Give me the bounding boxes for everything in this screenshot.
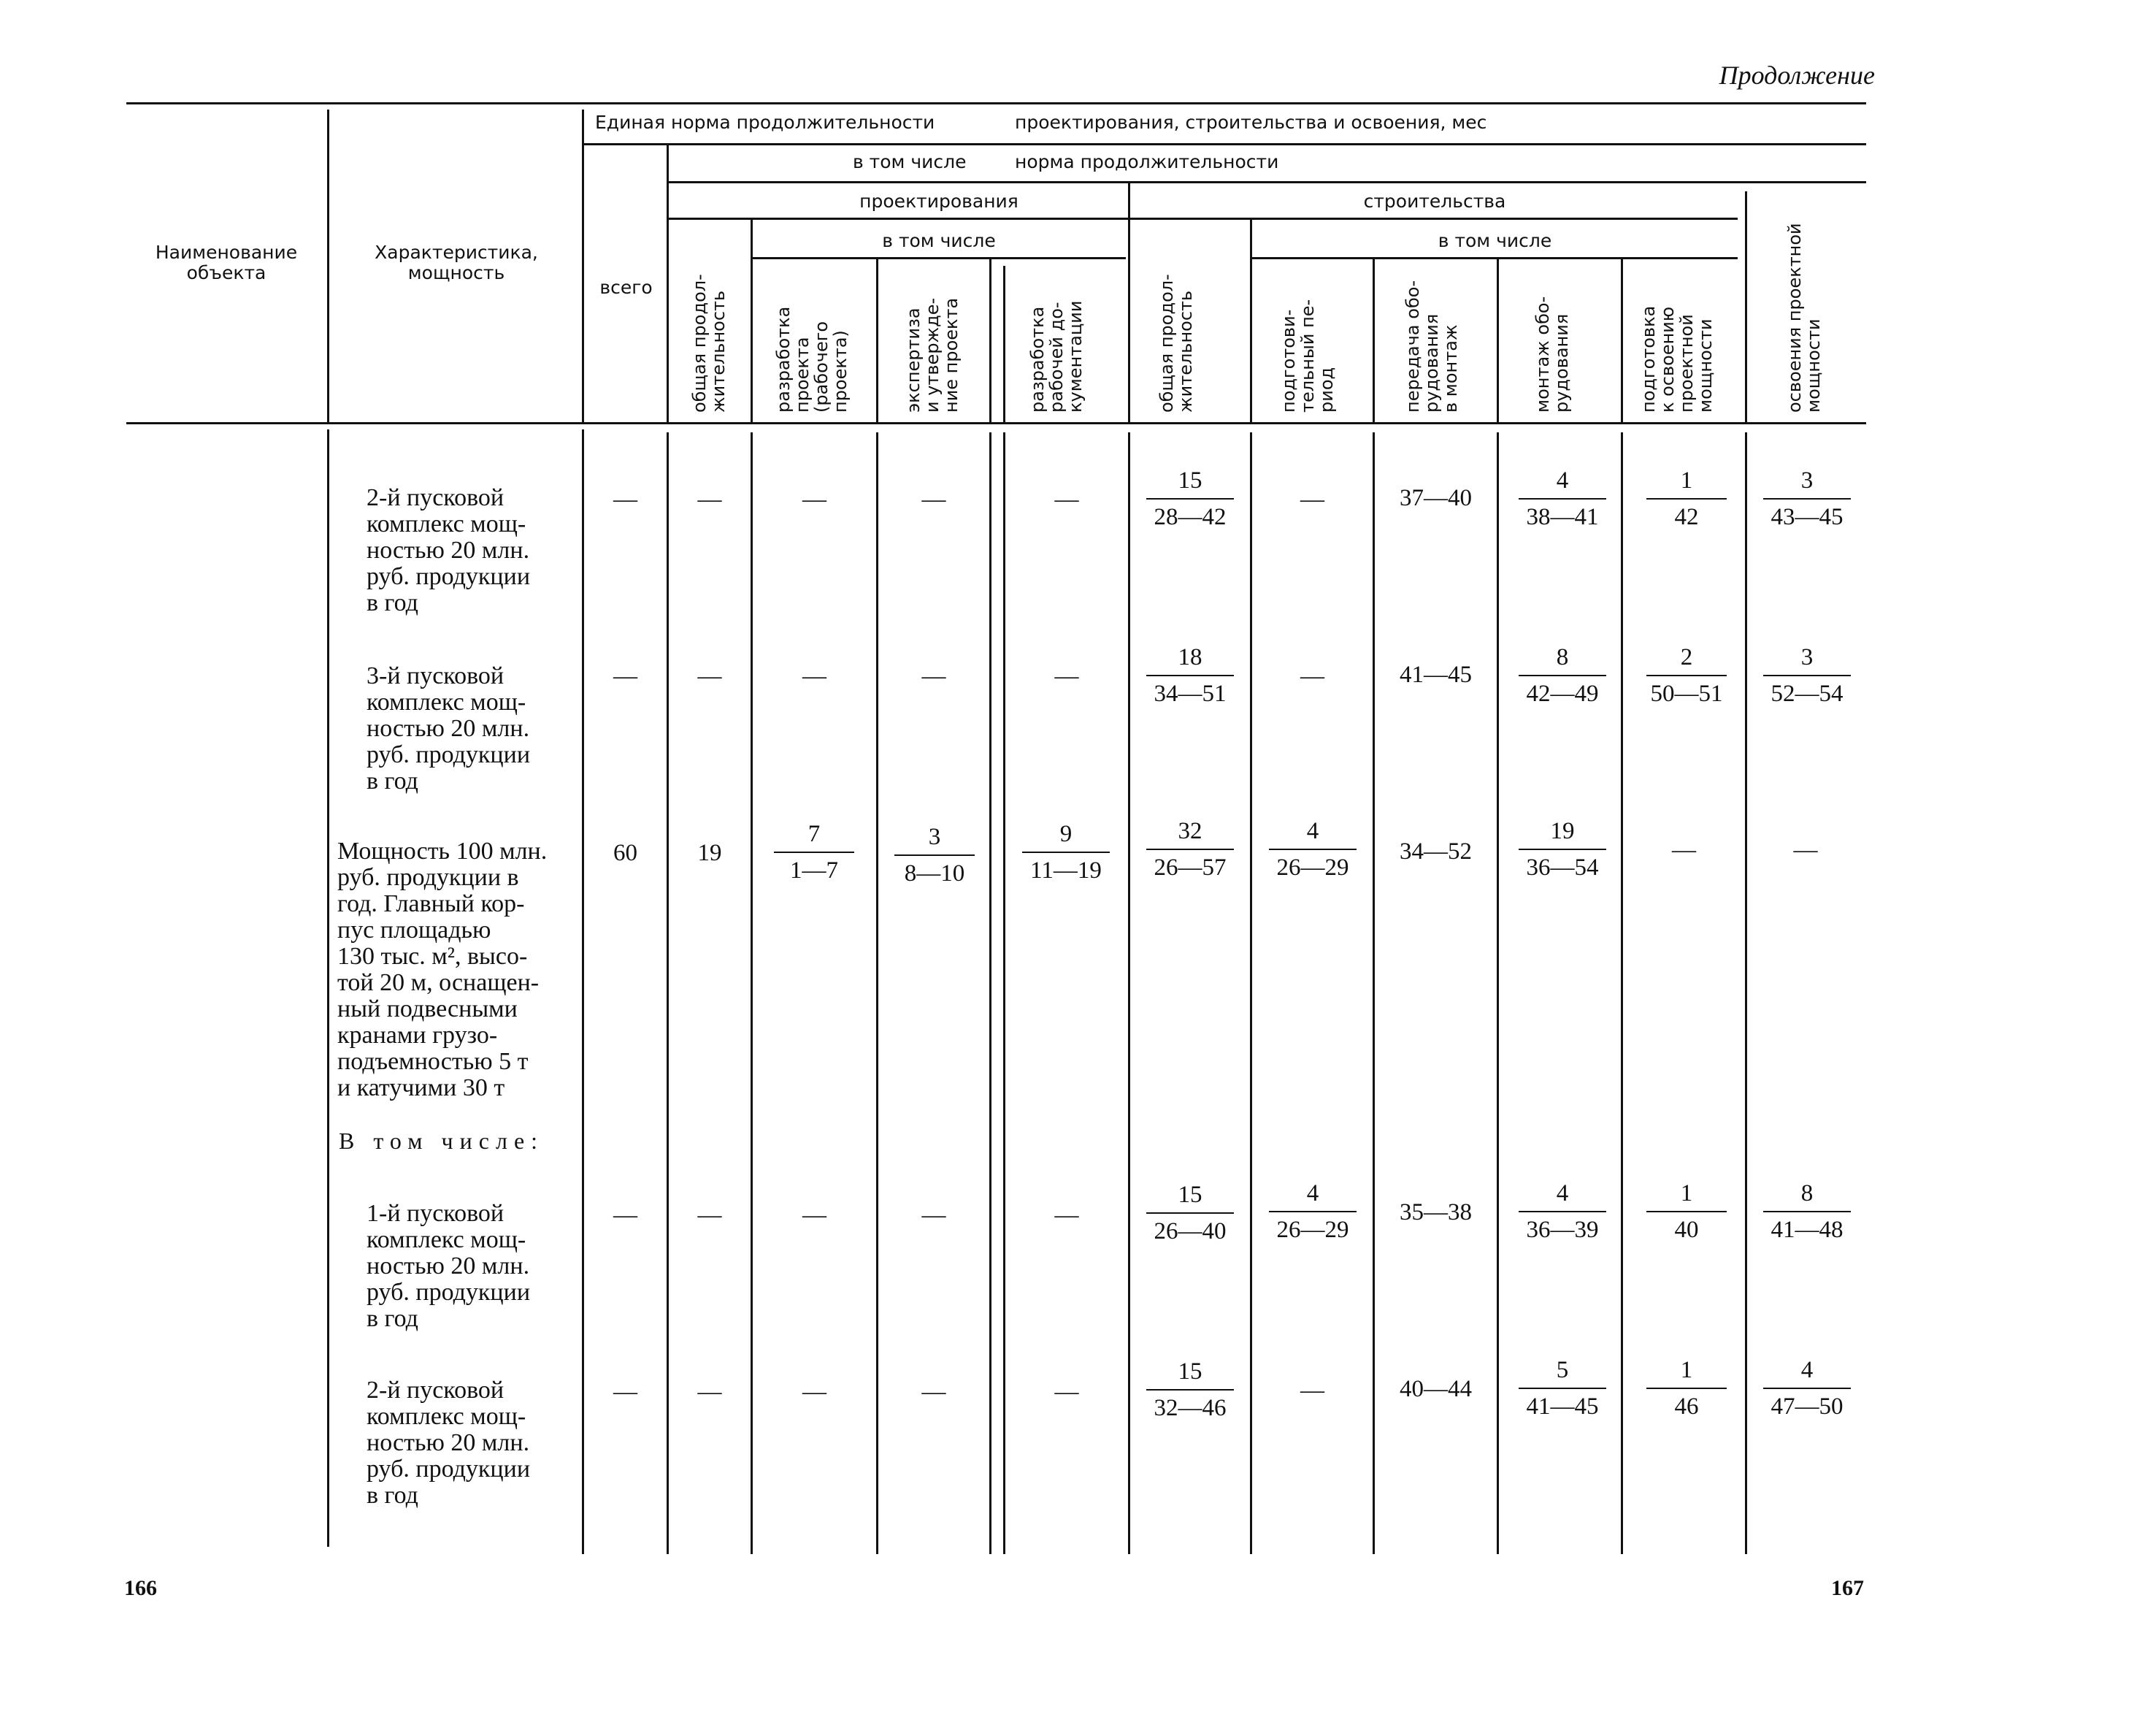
vheader-constr-mount: монтаж обо- рудования (1532, 296, 1572, 413)
row-description: 2-й пусковой комплекс мощ- ностью 20 млн. руб. продукции в год (367, 484, 531, 616)
vrule-cprep-right (1373, 259, 1375, 422)
cell-total: — (613, 486, 637, 513)
cell-constr-total: 15 28—42 (1139, 467, 1241, 530)
vheader-design-exam: экспертиза и утвержде- ние проекта (903, 297, 962, 413)
cell-constr-readiness: 2 50—51 (1639, 644, 1734, 707)
incl-label: В том числе: (339, 1128, 545, 1154)
vrule-ctransfer-right (1497, 259, 1499, 422)
cell-constr-transfer: 34—52 (1400, 838, 1472, 865)
vrule-total-right (667, 145, 669, 422)
vheader-design-total: общая продол- жительность (689, 274, 729, 413)
cell-design-docs: — (1054, 486, 1079, 513)
header-construction: строительства (1363, 191, 1506, 212)
vheader-design-docs: разработка рабочей до- кументации (1027, 300, 1086, 413)
cell-total: 60 (613, 840, 637, 866)
cell-constr-total: 18 34—51 (1139, 644, 1241, 707)
cell-total: — (613, 1202, 637, 1228)
header-total: всего (599, 277, 653, 298)
cell-mastering: — (1793, 837, 1818, 863)
rule-constr-incl (1251, 257, 1738, 259)
header-design-incl: в том числе (882, 230, 996, 251)
cell-design-project: — (802, 486, 826, 513)
cell-constr-transfer: 41—45 (1400, 662, 1472, 688)
cell-mastering: 3 52—54 (1756, 644, 1858, 707)
vrule-dexam-right (989, 259, 991, 422)
row-description: 2-й пусковой комплекс мощ- ностью 20 млн. руб. продукции в год (367, 1377, 531, 1509)
header-constr-incl: в том числе (1438, 230, 1552, 251)
cell-design-total: — (697, 1202, 722, 1228)
body-vrule-13 (1745, 432, 1747, 1554)
vheader-design-project: разработка проекта (рабочего проекта) (773, 306, 851, 413)
cell-design-docs: — (1054, 663, 1079, 689)
cell-design-total: 19 (697, 840, 722, 866)
cell-constr-transfer: 37—40 (1400, 485, 1472, 511)
cell-total: — (613, 663, 637, 689)
cell-constr-total: 32 26—57 (1139, 818, 1241, 881)
cell-total: — (613, 1379, 637, 1405)
row-description: Мощность 100 млн. руб. продукции в год. Главный кор- пус площадью 130 тыс. м², высо- той 20 м, оснащен- ный подвесными кранами грузо- подъемностью 5 т и катучими 30 т (337, 838, 548, 1101)
page-number-right: 167 (1831, 1576, 1864, 1600)
vheader-constr-transfer: передача обо- рудования в монтаж (1403, 280, 1461, 413)
cell-design-docs: 9 11—19 (1015, 821, 1117, 884)
header-design: проектирования (859, 191, 1018, 212)
vrule-cmount-right (1621, 259, 1623, 422)
rule-design-incl (752, 257, 1126, 259)
cell-constr-total: 15 26—40 (1139, 1182, 1241, 1244)
body-vrule-6 (989, 432, 991, 1554)
cell-design-project: — (802, 1202, 826, 1228)
cell-constr-readiness: 1 42 (1639, 467, 1734, 530)
vheader-constr-prep: подготови- тельный пе- риод (1278, 299, 1337, 413)
body-vrule-11 (1497, 432, 1499, 1554)
cell-design-project: — (802, 1379, 826, 1405)
header-characteristic: Характеристика, мощность (375, 242, 538, 283)
cell-design-project: 7 1—7 (767, 821, 862, 884)
cell-constr-readiness: 1 46 (1639, 1357, 1734, 1420)
page-number-left: 166 (124, 1576, 157, 1600)
cell-constr-mount: 4 36—39 (1511, 1180, 1614, 1243)
cell-design-total: — (697, 663, 722, 689)
cell-constr-prep: — (1300, 663, 1324, 689)
cell-constr-prep: 4 26—29 (1262, 818, 1364, 881)
vrule-ddocs-left (1003, 266, 1005, 422)
cell-design-exam: — (921, 1202, 946, 1228)
rule-top (126, 102, 1866, 104)
cell-constr-readiness: — (1672, 837, 1696, 863)
header-incl-a: в том числе (853, 151, 967, 172)
cell-constr-mount: 4 38—41 (1511, 467, 1614, 530)
cell-constr-mount: 5 41—45 (1511, 1357, 1614, 1420)
cell-design-docs: — (1054, 1202, 1079, 1228)
cell-constr-readiness: 1 40 (1639, 1180, 1734, 1243)
cell-design-exam: — (921, 486, 946, 513)
body-vrule-12 (1621, 432, 1623, 1554)
header-norm-title-b: проектирования, строительства и освоения, мес (1015, 112, 1487, 133)
vheader-mastering: освоения проектной мощности (1784, 223, 1824, 413)
cell-design-project: — (802, 663, 826, 689)
cell-constr-prep: — (1300, 486, 1324, 513)
header-object-name: Наименование объекта (155, 242, 298, 283)
body-vrule-8 (1128, 432, 1130, 1554)
cell-design-exam: 3 8—10 (887, 824, 982, 887)
vrule-char-left (327, 110, 329, 422)
cell-design-exam: — (921, 663, 946, 689)
rule-design-constr (668, 218, 1738, 220)
header-norm-title-a: Единая норма продолжительности (595, 112, 935, 133)
cell-constr-transfer: 35—38 (1400, 1199, 1472, 1225)
rule-incl (668, 181, 1866, 183)
cell-design-exam: — (921, 1379, 946, 1405)
cell-constr-transfer: 40—44 (1400, 1376, 1472, 1402)
cell-constr-mount: 8 42—49 (1511, 644, 1614, 707)
cell-constr-total: 15 32—46 (1139, 1358, 1241, 1421)
cell-mastering: 8 41—48 (1756, 1180, 1858, 1243)
row-description: 3-й пусковой комплекс мощ- ностью 20 млн. руб. продукции в год (367, 662, 531, 795)
cell-design-docs: — (1054, 1379, 1079, 1405)
cell-mastering: 4 47—50 (1756, 1357, 1858, 1420)
rule-norm-title (584, 143, 1866, 145)
cell-constr-prep: 4 26—29 (1262, 1180, 1364, 1243)
row-description: 1-й пусковой комплекс мощ- ностью 20 млн. руб. продукции в год (367, 1200, 531, 1332)
vrule-constr-right (1745, 191, 1747, 422)
cell-mastering: 3 43—45 (1756, 467, 1858, 530)
header-incl-b: норма продолжительности (1015, 151, 1279, 172)
vheader-constr-total: общая продол- жительность (1156, 274, 1196, 413)
continuation-label: Продолжение (1719, 61, 1875, 90)
cell-design-total: — (697, 1379, 722, 1405)
cell-constr-mount: 19 36—54 (1511, 818, 1614, 881)
vrule-dproj-right (876, 259, 878, 422)
vrule-char-right (582, 110, 584, 422)
vrule-design-right (1128, 183, 1130, 422)
cell-constr-prep: — (1300, 1377, 1324, 1404)
cell-design-total: — (697, 486, 722, 513)
body-vrule-1 (327, 429, 329, 1547)
rule-header-bottom (126, 422, 1866, 424)
vheader-constr-readiness: подготовка к освоению проектной мощности (1638, 305, 1716, 413)
